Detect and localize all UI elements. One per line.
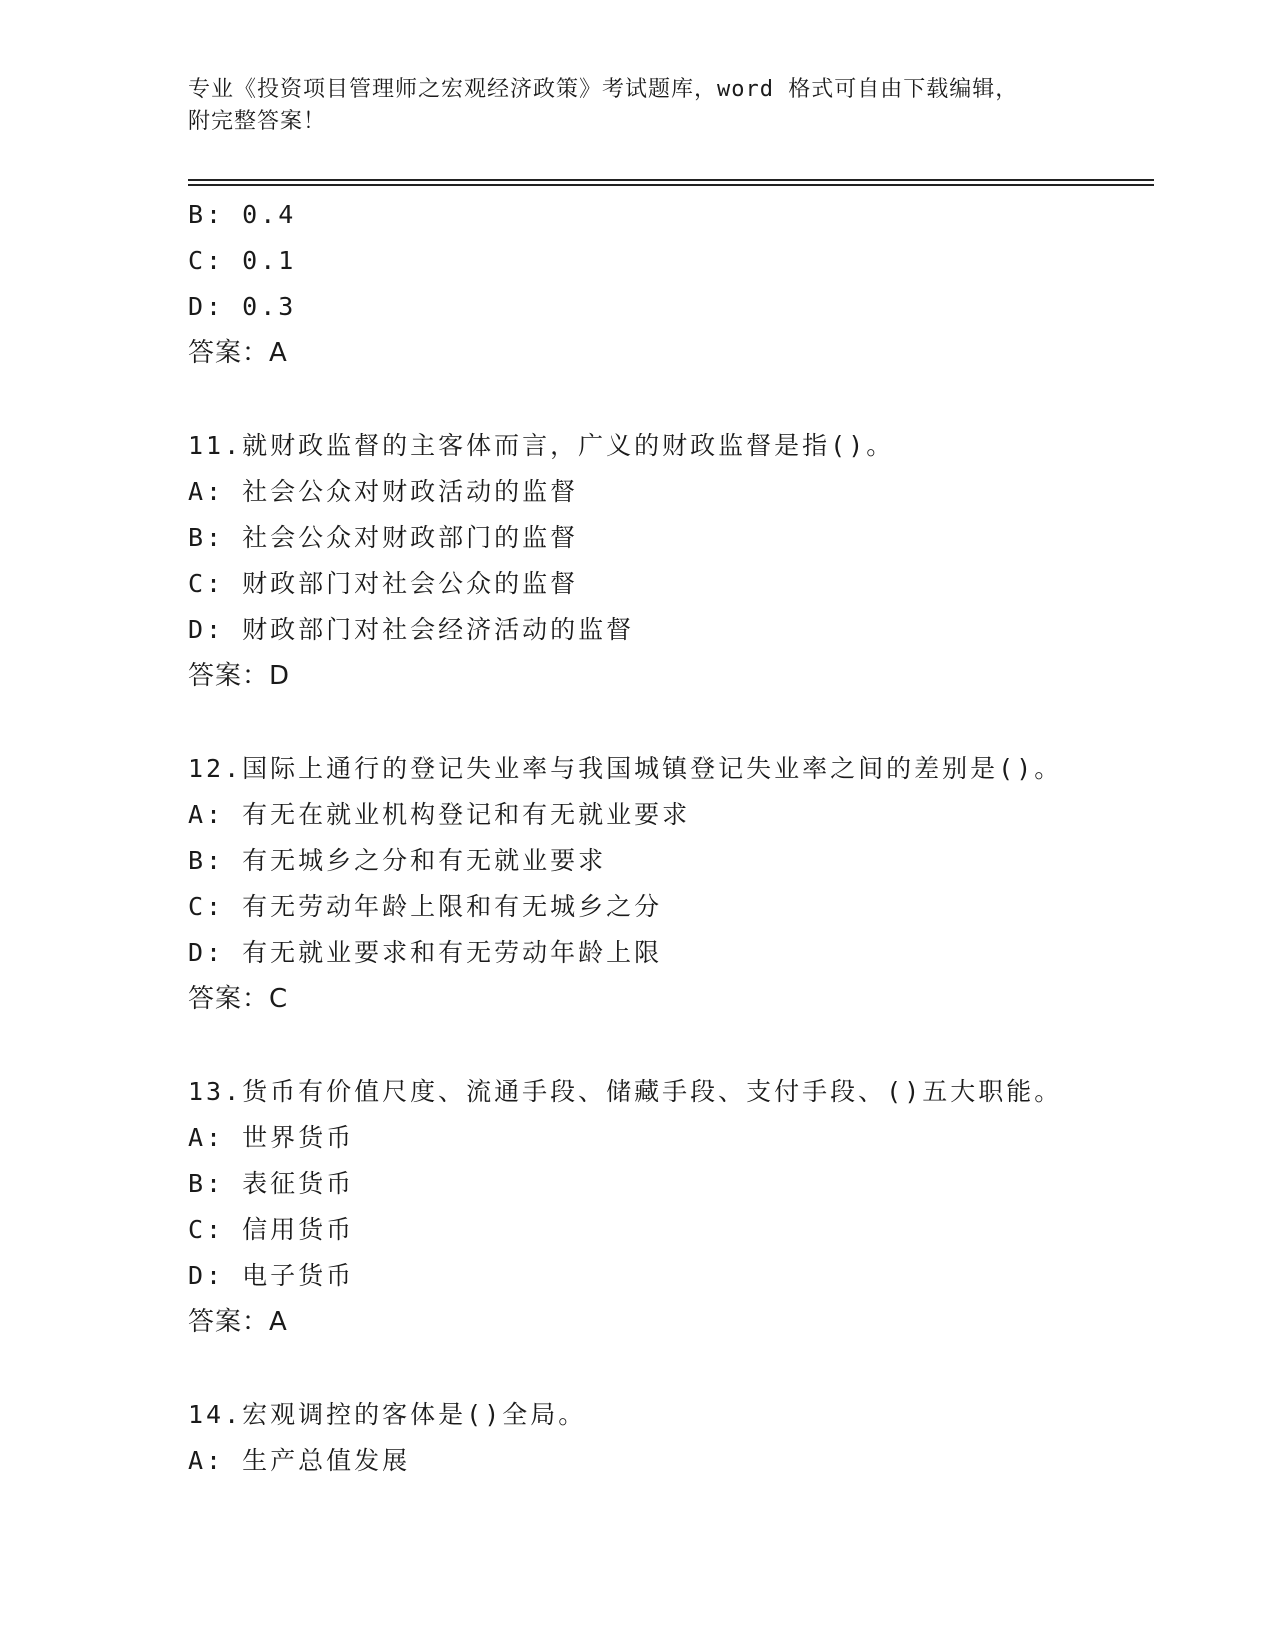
option-d: D: 有无就业要求和有无劳动年龄上限 [188, 938, 663, 967]
question-stem: 11.就财政监督的主客体而言，广义的财政监督是指()。 [188, 431, 895, 460]
option-a: A: 世界货币 [188, 1123, 355, 1152]
header-line-1: 专业《投资项目管理师之宏观经济政策》考试题库，word 格式可自由下载编辑， [188, 77, 1019, 102]
option-c: C: 0.1 [188, 246, 297, 275]
answer-label: 答案：A [188, 338, 288, 368]
option-b: B: 0.4 [188, 200, 297, 229]
header-line-2: 附完整答案！ [188, 109, 327, 134]
question-block-11 [188, 423, 1148, 699]
option-b: B: 表征货币 [188, 1169, 355, 1198]
option-d: D: 财政部门对社会经济活动的监督 [188, 615, 635, 644]
header-divider-top [188, 179, 1154, 181]
answer-label: 答案：D [188, 661, 291, 691]
question-stem: 12.国际上通行的登记失业率与我国城镇登记失业率之间的差别是()。 [188, 754, 1063, 783]
document-header [188, 74, 1088, 138]
option-d: D: 0.3 [188, 292, 297, 321]
option-c: C: 信用货币 [188, 1215, 355, 1244]
spacer [188, 1022, 1148, 1069]
option-c: C: 有无劳动年龄上限和有无城乡之分 [188, 892, 663, 921]
answer-label: 答案：C [188, 984, 289, 1014]
option-d: D: 电子货币 [188, 1261, 355, 1290]
question-block-12 [188, 746, 1148, 1022]
option-c: C: 财政部门对社会公众的监督 [188, 569, 579, 598]
option-b: B: 有无城乡之分和有无就业要求 [188, 846, 607, 875]
question-list [188, 192, 1148, 1484]
spacer [188, 699, 1148, 746]
question-stem: 13.货币有价值尺度、流通手段、储藏手段、支付手段、()五大职能。 [188, 1077, 1063, 1106]
question-block-13 [188, 1069, 1148, 1345]
option-b: B: 社会公众对财政部门的监督 [188, 523, 579, 552]
option-a: A: 社会公众对财政活动的监督 [188, 477, 579, 506]
question-stem: 14.宏观调控的客体是()全局。 [188, 1400, 587, 1429]
question-block-10 [188, 192, 1148, 376]
option-a: A: 生产总值发展 [188, 1446, 411, 1475]
spacer [188, 1345, 1148, 1392]
header-divider-bottom [188, 184, 1154, 186]
question-block-14 [188, 1392, 1148, 1484]
option-a: A: 有无在就业机构登记和有无就业要求 [188, 800, 691, 829]
spacer [188, 376, 1148, 423]
answer-label: 答案：A [188, 1307, 288, 1337]
